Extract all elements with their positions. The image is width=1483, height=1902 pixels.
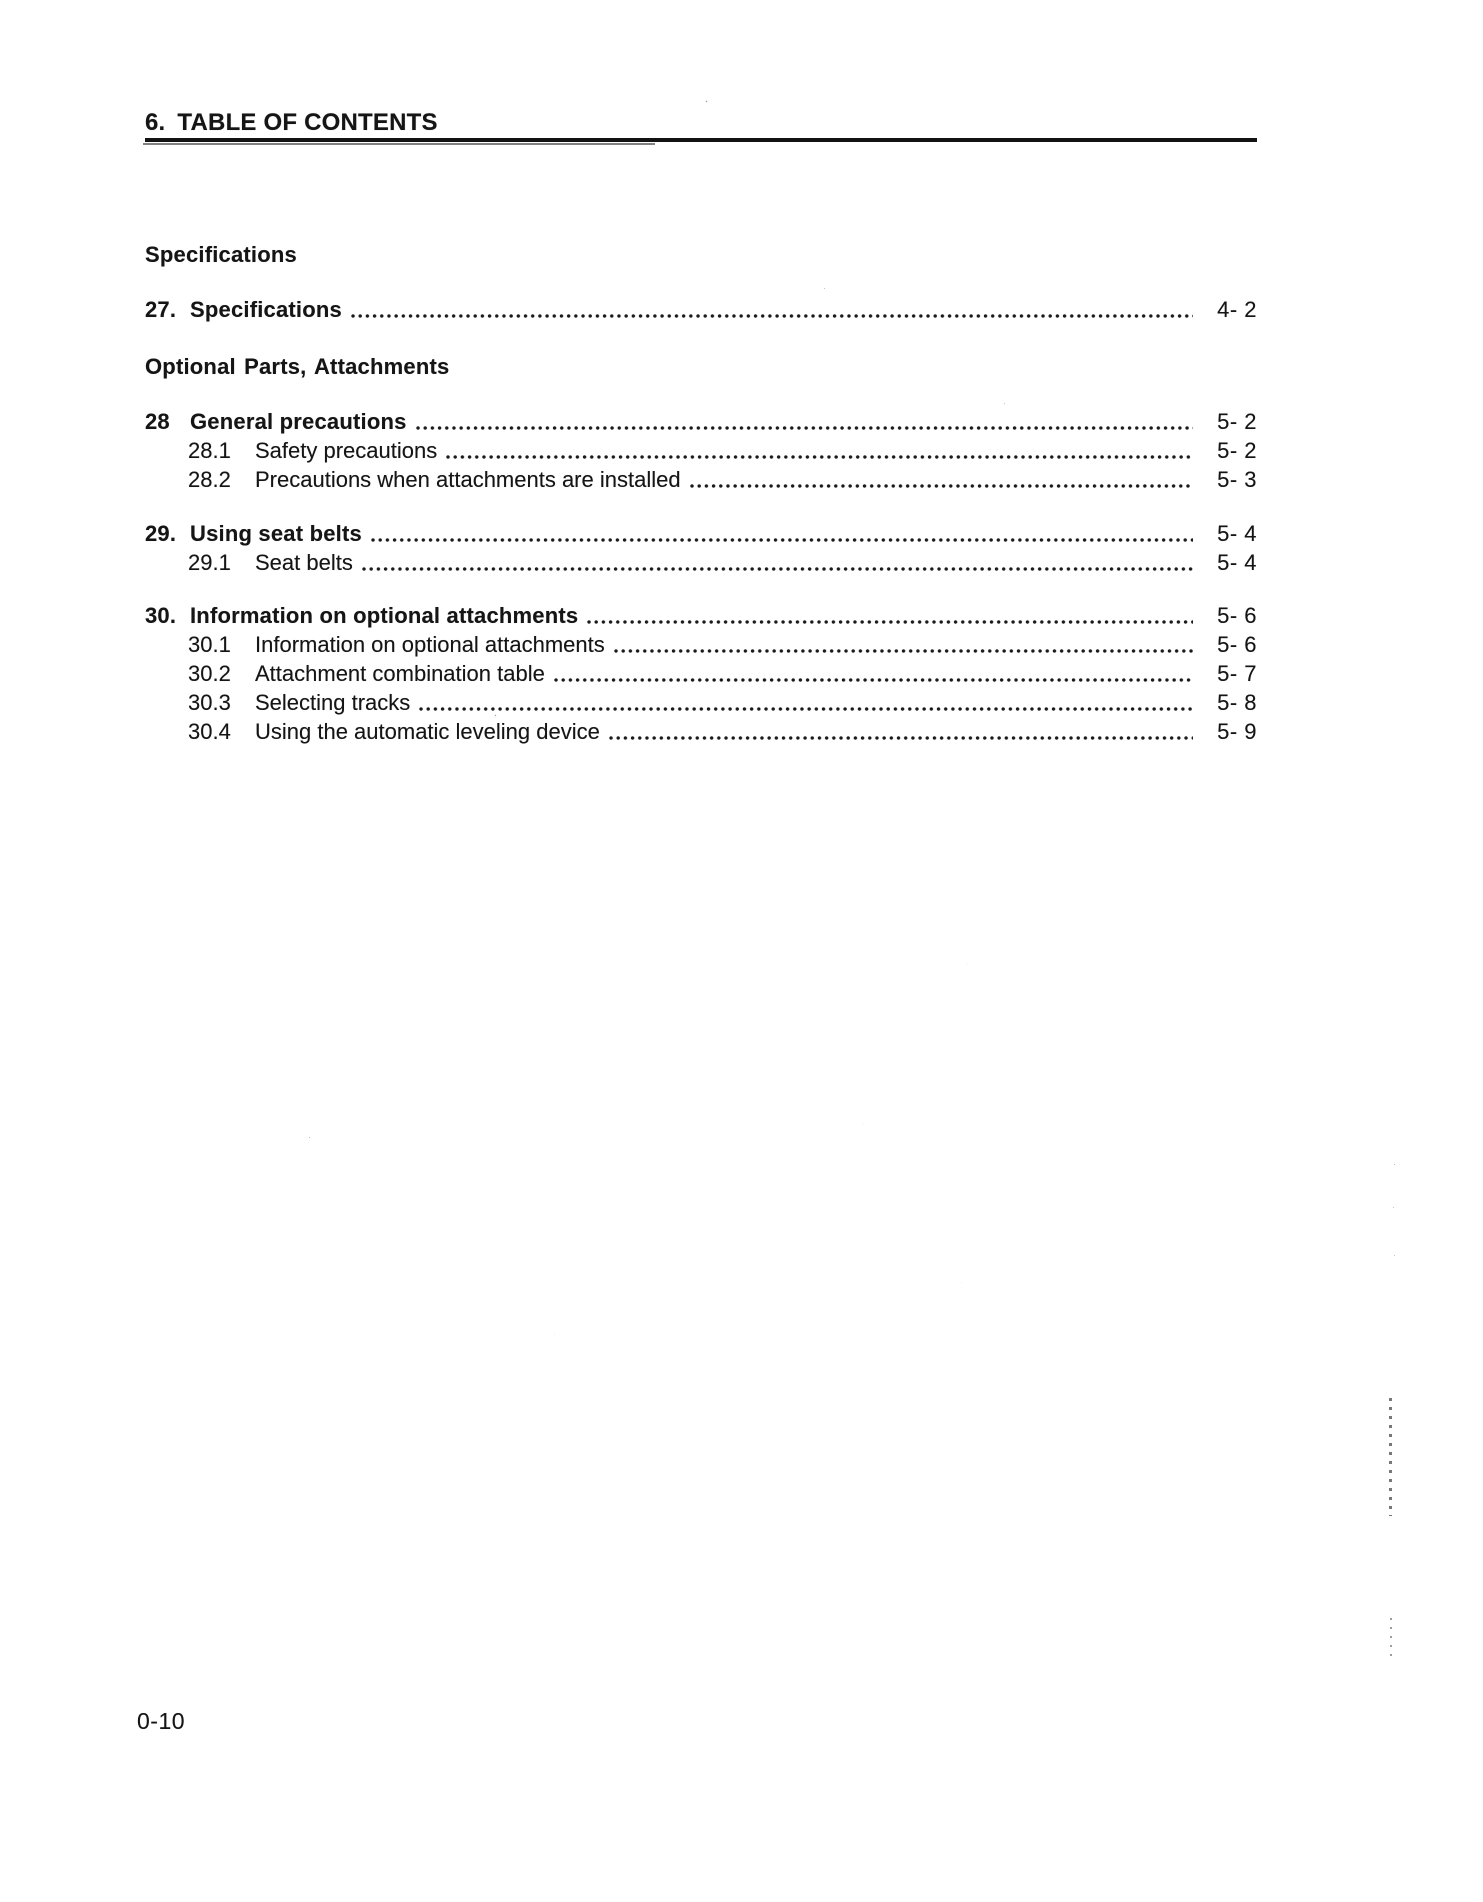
toc-entry-page: 5- 6: [1217, 603, 1257, 628]
toc-entry-title: Attachment combination table: [255, 661, 545, 686]
toc-entry-number: 30.3: [188, 690, 231, 715]
dot-leader: [690, 484, 1194, 488]
toc-entry-page: 5- 7: [1217, 661, 1257, 686]
toc-entry-number: 28.2: [188, 467, 231, 492]
scan-noise-specks: [0, 0, 3, 3]
toc-entry-title: Specifications: [190, 297, 342, 322]
toc-entry: [145, 601, 1257, 630]
toc-entry-page: 5- 4: [1217, 521, 1257, 546]
toc-entry: [145, 295, 1257, 324]
toc-entry: [145, 519, 1257, 548]
toc-entry-number: 30.1: [188, 632, 231, 657]
toc-entry-number: 27.: [145, 297, 177, 322]
toc-entry-page: 5- 4: [1217, 550, 1257, 575]
dot-leader: [614, 649, 1193, 653]
dot-leader: [419, 707, 1193, 711]
toc-heading-optional-parts: Optional Parts, Attachments: [145, 354, 450, 379]
toc-entry: [145, 407, 1257, 436]
toc-entry: [145, 548, 1257, 577]
toc-entry: [145, 465, 1257, 494]
dot-leader: [587, 620, 1193, 624]
toc-entry-page: 5- 2: [1217, 438, 1257, 463]
toc-entry-number: 29.: [145, 521, 177, 546]
toc-entry-title: Selecting tracks: [255, 690, 411, 715]
toc-entry-number: 29.1: [188, 550, 231, 575]
toc-entry-title: Using the automatic leveling device: [255, 719, 600, 744]
toc-entry-number: 28: [145, 409, 170, 434]
table-of-contents: [145, 240, 1257, 746]
header-section-number: 6.: [145, 109, 166, 136]
dot-leader: [554, 678, 1193, 682]
toc-entry: [145, 630, 1257, 659]
toc-entry-title: Seat belts: [255, 550, 353, 575]
toc-entry-number: 30.: [145, 603, 177, 628]
toc-entry-page: 5- 2: [1217, 409, 1257, 434]
toc-entry: [145, 659, 1257, 688]
toc-entry-page: 4- 2: [1217, 297, 1257, 322]
footer-page-number: 0-10: [137, 1708, 186, 1734]
toc-entry-title: General precautions: [190, 409, 407, 434]
dot-leader: [446, 455, 1193, 459]
dot-leader: [371, 538, 1193, 542]
toc-entry-title: Using seat belts: [190, 521, 362, 546]
toc-entry: [145, 717, 1257, 746]
dot-leader: [351, 314, 1193, 318]
toc-entry-title: Precautions when attachments are installed: [255, 467, 681, 492]
dot-leader: [609, 736, 1193, 740]
toc-entry-number: 30.2: [188, 661, 231, 686]
toc-entry: [145, 688, 1257, 717]
toc-entry-page: 5- 8: [1217, 690, 1257, 715]
toc-entry-title: Information on optional attachments: [255, 632, 605, 657]
toc-entry-page: 5- 9: [1217, 719, 1257, 744]
toc-entry-title: Safety precautions: [255, 438, 438, 463]
toc-heading-specifications: Specifications: [145, 242, 297, 267]
toc-entry-page: 5- 6: [1217, 632, 1257, 657]
toc-entry-number: 28.1: [188, 438, 231, 463]
toc-entry-title: Information on optional attachments: [190, 603, 579, 628]
scan-noise-dotted-line: [1389, 1398, 1392, 1516]
toc-entry: [145, 436, 1257, 465]
scan-noise-dotted-line: [1390, 1618, 1392, 1662]
page-header: [145, 108, 1257, 142]
toc-entry-number: 30.4: [188, 719, 231, 744]
header-title: TABLE OF CONTENTS: [177, 109, 438, 136]
toc-entry-page: 5- 3: [1217, 467, 1257, 492]
dot-leader: [416, 426, 1194, 430]
dot-leader: [362, 567, 1193, 571]
